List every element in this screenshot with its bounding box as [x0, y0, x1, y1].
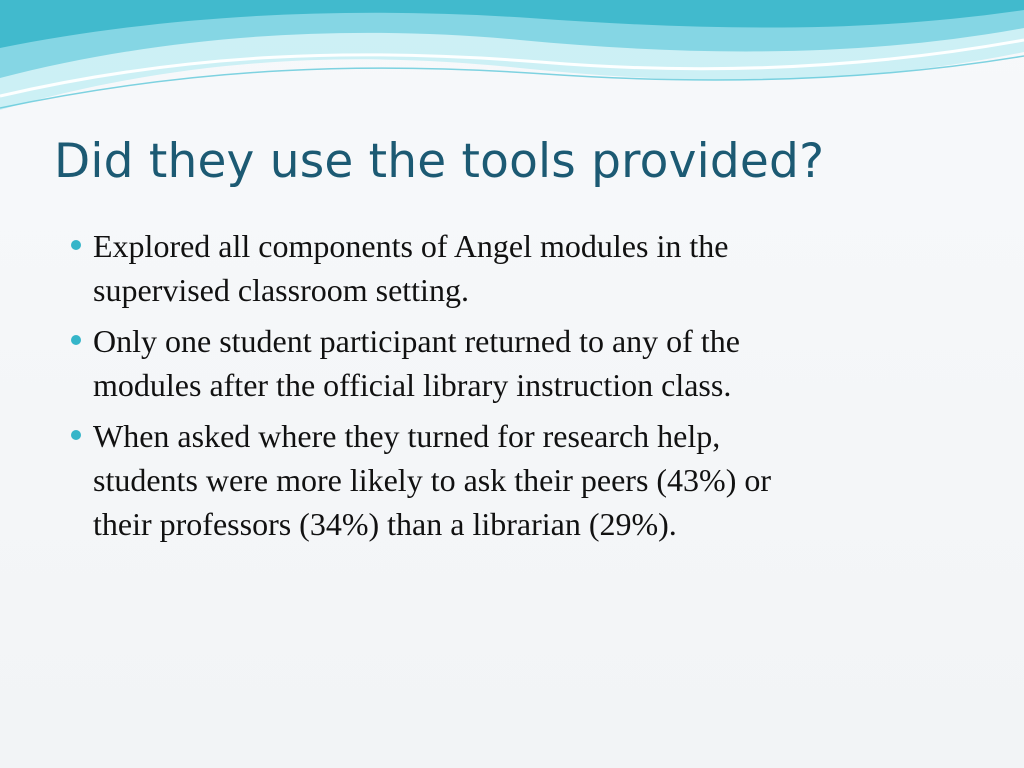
header-wave-decoration [0, 0, 1024, 130]
bullet-text-line: their professors (34%) than a librarian (29%). [93, 506, 677, 542]
bullet-text-line: modules after the official library instruction class. [93, 367, 732, 403]
bullet-text-line: When asked where they turned for research help, [93, 418, 721, 454]
bullet-item [93, 414, 993, 546]
bullet-item [93, 319, 993, 407]
bullet-marker-icon [71, 240, 81, 250]
bullet-list [93, 224, 993, 553]
bullet-text-line: Only one student participant returned to any of the [93, 323, 740, 359]
bullet-text-line: students were more likely to ask their peers (43%) or [93, 462, 772, 498]
bullet-marker-icon [71, 335, 81, 345]
bullet-marker-icon [71, 430, 81, 440]
bullet-item [93, 224, 993, 312]
bullet-text-line: supervised classroom setting. [93, 272, 469, 308]
slide-title: Did they use the tools provided? [54, 134, 825, 189]
bullet-text-line: Explored all components of Angel modules in the [93, 228, 729, 264]
